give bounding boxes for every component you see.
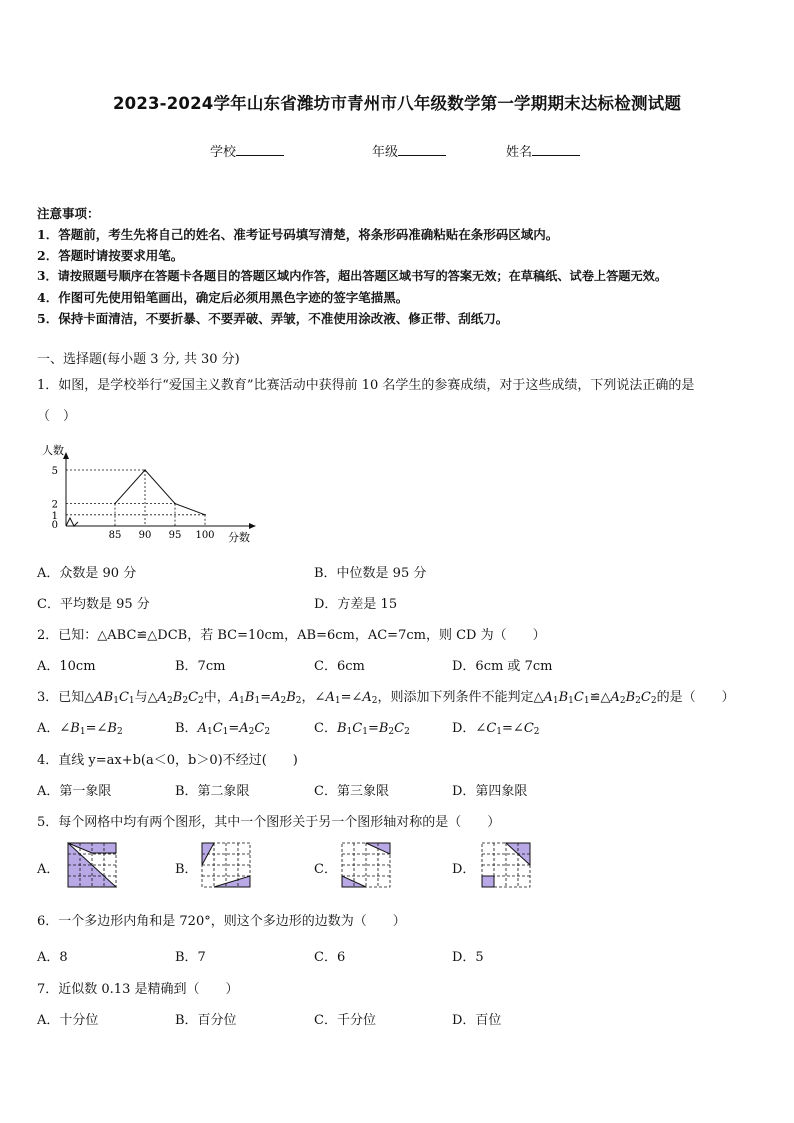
q3-sub: 2 (619, 696, 626, 706)
q1-option-a[interactable]: A．众数是 90 分 (37, 566, 137, 581)
q3-var: B (336, 721, 347, 736)
q5-grid-d[interactable] (480, 841, 532, 889)
q3-fragment: ≌△ (589, 690, 611, 705)
q3-sub: 1 (79, 727, 86, 737)
q3-var: A (197, 721, 207, 736)
x-tick-label: 95 (168, 530, 182, 541)
q3-var: C (212, 721, 223, 736)
q3-sub: 2 (635, 696, 641, 706)
x-tick-label: 90 (138, 530, 152, 541)
q3-option-a[interactable] (37, 717, 123, 737)
q7-option-c[interactable]: C．千分位 (314, 1013, 376, 1028)
q3-sub: 1 (496, 727, 503, 737)
data-point (204, 514, 206, 516)
q3-sub: 2 (533, 727, 540, 737)
y-tick-label: 0 (51, 520, 58, 531)
q3-var: A (325, 690, 335, 705)
grade-field (372, 141, 446, 160)
series-polyline (115, 470, 205, 515)
q3-var: B (107, 721, 117, 736)
shape (482, 876, 494, 887)
q1-option-d[interactable]: D．方差是 15 (314, 597, 398, 612)
q4-option-d[interactable]: D．第四象限 (452, 784, 528, 799)
school-blank[interactable] (236, 143, 284, 156)
q3-sub: 2 (167, 696, 173, 706)
q5-option-d-label[interactable]: D． (452, 862, 476, 877)
q3-var: B (378, 721, 389, 736)
q3-var: B (286, 690, 296, 705)
notice-item: 1．答题前，考生先将自己的姓名、准考证号码填写清楚，将条形码准确粘贴在条形码区域内。 (37, 227, 559, 242)
q3-sub: 1 (362, 727, 368, 737)
q3-fragment: ，∠ (301, 690, 326, 705)
q3-var: C (188, 690, 199, 705)
q3-fragment: 的是（ ） (656, 690, 735, 705)
q3-var: A (229, 690, 240, 705)
q3-fragment: ，则添加下列条件不能判定△ (377, 690, 544, 705)
q3-var: C (573, 690, 584, 705)
q7-option-b[interactable]: B．百分位 (175, 1013, 237, 1028)
y-tick-label: 1 (51, 510, 58, 522)
q3-sub: 2 (280, 696, 287, 706)
q3-fragment: 3．已知△ (37, 690, 95, 705)
notice-item: 3．请按照题号顺序在答题卡各题目的答题区域内作答，超出答题区域书写的答案无效；在草稿纸、试卷上答题无效。 (37, 269, 668, 283)
q3-sub: 1 (239, 696, 245, 706)
q3-sub: 1 (113, 696, 119, 706)
q3-var: A (94, 690, 104, 705)
grade-blank[interactable] (398, 143, 446, 156)
q4-option-a[interactable]: A．第一象限 (37, 784, 112, 799)
q3-sub: 2 (248, 727, 255, 737)
student-info-line (0, 141, 794, 159)
q3-var: B (103, 690, 114, 705)
q5-grid-b[interactable] (200, 841, 252, 889)
q2-option-d[interactable]: D．6cm 或 7cm (452, 659, 553, 674)
school-label: 学校 (210, 145, 237, 160)
q3-sub: 2 (295, 696, 302, 706)
school-field (210, 141, 284, 160)
q3-var: B (625, 690, 636, 705)
notice-item: 2．答题时请按要求用笔。 (37, 248, 184, 263)
q3-var: A (239, 721, 249, 736)
q3-var: C (640, 690, 651, 705)
q3-var: A (543, 690, 553, 705)
opt-prefix: D．∠ (452, 721, 487, 736)
q7-option-d[interactable]: D．百位 (452, 1013, 502, 1028)
axis-break (66, 518, 78, 526)
question-1-text: 1．如图，是学校举行“爱国主义教育”比赛活动中获得前 10 名学生的参赛成绩，对于这些成绩，下列说法正确的是 (37, 378, 695, 393)
q3-var: A (157, 690, 168, 705)
q3-sub: 1 (206, 727, 213, 737)
tick-labels (52, 466, 215, 541)
q3-sub: 2 (650, 696, 657, 706)
q3-var: C (523, 721, 534, 736)
q6-option-b[interactable]: B．7 (175, 950, 206, 965)
notice-heading: 注意事项： (37, 206, 100, 221)
data-point (174, 503, 176, 505)
data-point (114, 503, 116, 505)
name-label: 姓名 (506, 145, 533, 160)
name-blank[interactable] (532, 143, 580, 156)
q3-sub: 2 (264, 727, 271, 737)
q3-var: C (352, 721, 363, 736)
q7-option-a[interactable]: A．十分位 (37, 1013, 99, 1028)
q3-fragment: 中， (203, 690, 230, 705)
chart-xlabel: 分数 (228, 531, 250, 544)
q3-var: C (118, 690, 129, 705)
q3-option-b[interactable] (175, 717, 270, 737)
q3-var: C (394, 721, 405, 736)
q3-sub: 1 (568, 696, 574, 706)
q5-option-a-label[interactable]: A． (37, 862, 60, 877)
q3-fragment: 与△ (134, 690, 158, 705)
q3-var: B (172, 690, 183, 705)
q3-sub: 1 (583, 696, 590, 706)
q3-sub: 2 (404, 727, 410, 737)
q3-fragment: =∠ (85, 721, 108, 736)
q3-var: A (271, 690, 281, 705)
q2-option-a[interactable]: A．10cm (37, 659, 96, 674)
question-7-text: 7．近似数 0.13 是精确到（ ） (37, 982, 239, 997)
notice-block (37, 203, 777, 329)
opt-prefix: C． (314, 721, 337, 736)
q3-sub: 1 (254, 696, 261, 706)
q3-fragment: = (228, 721, 240, 736)
y-tick-label: 2 (51, 499, 58, 511)
q3-var: B (70, 721, 80, 736)
notice-item: 5．保持卡面清洁，不要折暴、不要弄破、弄皱，不准使用涂改液、修正带、刮纸刀。 (37, 311, 509, 326)
series-line (114, 469, 206, 515)
q3-fragment: =∠ (340, 690, 363, 705)
q3-sub: 1 (346, 727, 353, 737)
question-5-text: 5．每个网格中均有两个图形，其中一个图形关于另一个图形轴对称的是（ ） (37, 815, 501, 830)
q1-option-c[interactable]: C．平均数是 95 分 (37, 597, 150, 612)
q3-option-c[interactable] (314, 717, 410, 737)
x-axis-arrow (249, 523, 256, 529)
chart-ylabel: 人数 (42, 444, 64, 457)
q3-sub: 2 (388, 727, 395, 737)
page-title: 2023-2024学年山东省潍坊市青州市八年级数学第一学期期末达标检测试题 (112, 94, 682, 113)
q3-sub: 1 (222, 727, 229, 737)
opt-prefix: A．∠ (37, 721, 71, 736)
q2-option-c[interactable]: C．6cm (314, 659, 365, 674)
q1-option-b[interactable]: B．中位数是 95 分 (314, 566, 427, 581)
q4-option-b[interactable]: B．第二象限 (175, 784, 250, 799)
question-1-paren: （ ） (37, 409, 77, 424)
q3-sub: 2 (182, 696, 189, 706)
q3-var: C (254, 721, 265, 736)
q3-sub: 1 (128, 696, 135, 706)
grade-label: 年级 (372, 145, 399, 160)
q5-grid-c[interactable] (340, 841, 392, 889)
q5-option-c-label[interactable]: C． (314, 862, 337, 877)
q3-fragment: = (367, 721, 379, 736)
q4-option-c[interactable]: C．第三象限 (314, 784, 389, 799)
q3-var: A (362, 690, 372, 705)
q3-sub: 2 (116, 727, 123, 737)
question-2-text: 2．已知：△ABC≌△DCB，若 BC=10cm，AB=6cm，AC=7cm，则 CD 为（ ） (37, 628, 546, 643)
data-point (144, 469, 146, 471)
q6-option-a[interactable]: A．8 (37, 950, 68, 965)
shape (214, 876, 250, 887)
q3-var: B (558, 690, 569, 705)
question-3-text (37, 686, 735, 706)
q1-line-chart (40, 438, 270, 548)
q5-option-b-label[interactable]: B． (175, 862, 198, 877)
q3-var: A (610, 690, 620, 705)
question-4-text: 4．直线 y=ax+b(a＜0，b＞0)不经过( ) (37, 753, 298, 768)
q3-fragment: =∠ (502, 721, 524, 736)
q3-sub: 1 (334, 696, 341, 706)
guide-lines (66, 470, 205, 526)
q3-sub: 2 (198, 696, 204, 706)
opt-prefix: B． (175, 721, 198, 736)
x-tick-label: 100 (195, 530, 215, 541)
q3-fragment: = (260, 690, 272, 705)
y-tick-label: 5 (51, 466, 58, 477)
q3-var: C (486, 721, 497, 736)
q3-var: B (244, 690, 255, 705)
x-tick-label: 85 (108, 530, 122, 541)
notice-item: 4．作图可先使用铅笔画出，确定后必须用黑色字迹的签字笔描黑。 (37, 290, 409, 305)
name-field (506, 141, 580, 160)
section-heading: 一、选择题(每小题 3 分, 共 30 分) (37, 352, 240, 367)
q6-option-c[interactable]: C．6 (314, 950, 346, 965)
q6-option-d[interactable]: D．5 (452, 950, 484, 965)
q5-grid-a[interactable] (66, 841, 118, 889)
q3-option-d[interactable] (452, 717, 540, 737)
q2-option-b[interactable]: B．7cm (175, 659, 226, 674)
question-6-text: 6．一个多边形内角和是 720°，则这个多边形的边数为（ ） (37, 914, 406, 929)
q3-sub: 2 (371, 696, 378, 706)
q3-sub: 1 (552, 696, 559, 706)
